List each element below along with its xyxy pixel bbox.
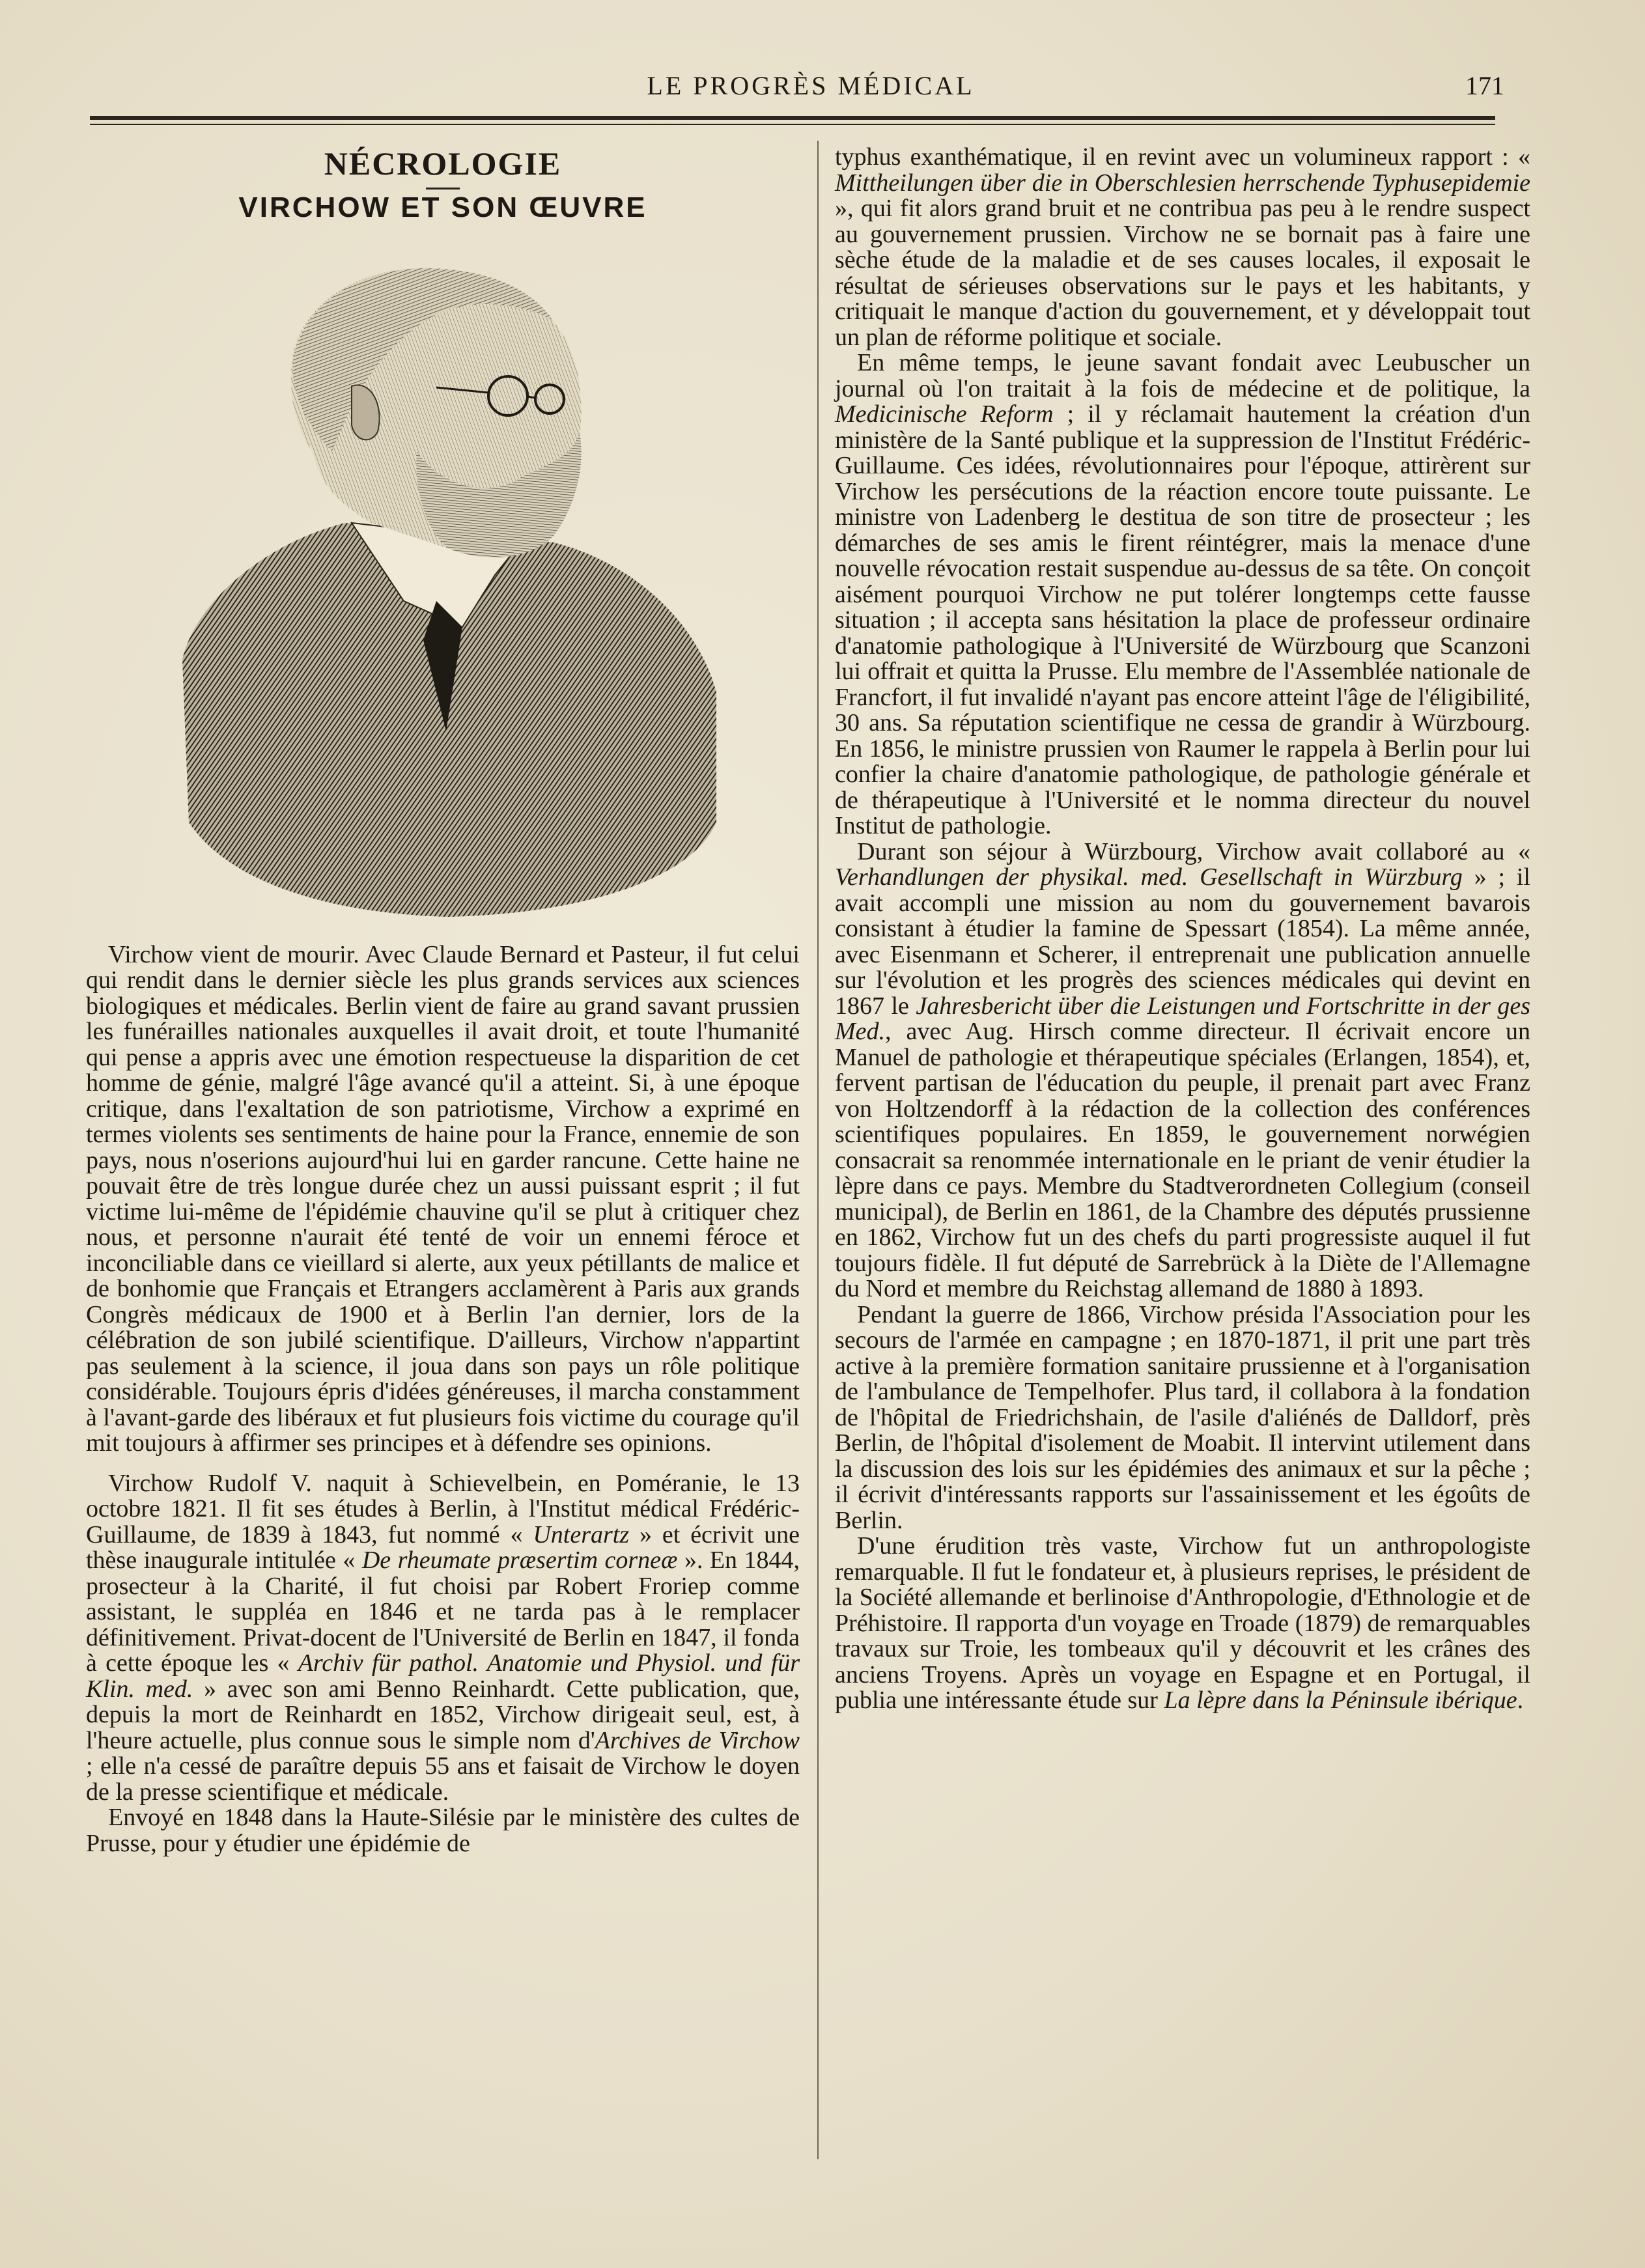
italic-title-text: Unterartz xyxy=(533,1520,630,1548)
italic-title-text: Mittheilungen über die in Oberschlesien herrschende Typhusepidemie xyxy=(835,169,1530,197)
portrait-icon xyxy=(156,236,729,920)
body-text: » et écrivit une thèse inaugurale intitulée « xyxy=(86,1520,800,1574)
body-text: , avec Aug. Hirsch comme directeur. Il écrivait encore un Manuel de pathologie et thérapeutique spéciales (Erlangen, 1854), et, fervent partisan de l'éducation du peuple, il prenait part avec Franz von Holtzendorff à la rédaction de la collection des conférences scientifiques populaires. En 1859, le gouvernement norwégien consacrait sa renommée internationale en le priant de venir étudier la lèpre dans ce pays. Membre du Stadtverordneten Collegium (conseil municipal), de Berlin en 1861, de la Chambre des députés prussienne en 1862, Virchow fut un des chefs du parti progressiste auquel il fut toujours fidèle. Il fut député de Sarrebrück à la Diète de l'Allemagne du Nord et membre du Reichstag allemand de 1880 à 1893. xyxy=(835,1018,1530,1302)
paragraph-anthropology xyxy=(835,1533,1530,1714)
paragraph-biography xyxy=(86,1471,800,1806)
body-text: Virchow Rudolf V. naquit à Schievelbein, en Poméranie, le 13 octobre 1821. Il fit ses études à Berlin, à l'Institut médical Frédéric-Guillaume, de 1839 à 1843, fut nommé « xyxy=(86,1469,800,1548)
column-divider xyxy=(817,141,819,2159)
body-text: ». En 1844, prosecteur à la Charité, il fut choisi par Robert Froriep comme assistant, le suppléa en 1846 et ne tarda pas à le remplacer définitivement. Privat-docent de l'Université de Berlin en 1847, il fonda à cette époque les « xyxy=(86,1547,800,1677)
body-text: ; il y réclamait hautement la création d'un ministère de la Santé publique et la suppression de l'Institut Frédéric-Guillaume. Ces idées, révolutionnaires pour l'époque, attirèrent sur Virchow les persécutions de la réaction encore toute puissante. Le ministre von Ladenberg le destitua de son titre de prosecteur ; les démarches de ses amis le firent réintégrer, mais la menace d'une nouvelle révocation restait suspendue au-dessus de sa tête. On conçoit aisément pourquoi Virchow ne put tolérer longtemps cette fausse situation ; il accepta sans hésitation la place de professeur ordinaire d'anatomie pathologique à l'Université de Würzbourg que Scanzoni lui offrait et quitta la Prusse. Elu membre de l'Assemblée nationale de Francfort, il fut invalidé n'ayant pas encore atteint l'âge de l'éligibilité, 30 ans. Sa réputation scientifique ne cessa de grandir à Würzbourg. En 1856, le ministre prussien von Raumer le rappela à Berlin pour lui confier la chaire d'anatomie pathologique, de pathologie générale et de thérapeutique à l'Université et le nomma directeur du nouvel Institut de pathologie. xyxy=(835,400,1530,839)
body-text: . xyxy=(1517,1687,1524,1714)
body-text: typhus exanthématique, il en revint avec un volumineux rapport : « xyxy=(835,143,1530,171)
italic-title-text: De rheumate præsertim corneæ xyxy=(361,1547,678,1574)
header-rule-thick xyxy=(90,116,1495,120)
italic-title-text: Medicinische Reform xyxy=(835,400,1054,428)
title-dash xyxy=(426,188,460,189)
italic-title-text: Archives de Virchow xyxy=(595,1726,800,1754)
body-text: ; elle n'a cessé de paraître depuis 55 ans et faisait de Virchow le doyen de la presse scientifique et médicale. xyxy=(86,1752,800,1806)
body-text: » ; il avait accompli une mission au nom du gouvernement bavarois consistant à étudier la famine de Spessart (1854). La même année, avec Eisenmann et Scherer, il entreprenait une publication annuelle sur l'évolution et les progrès des sciences médicales qui devint en 1867 le xyxy=(835,863,1530,1020)
article-title: VIRCHOW ET SON ŒUVRE xyxy=(238,191,647,223)
italic-title-text: Archiv für pathol. Anatomie und Physiol. und für Klin. med. xyxy=(86,1649,800,1703)
body-text: En même temps, le jeune savant fondait avec Leubuscher un journal où l'on traitait à la fois de médecine et de politique, la xyxy=(835,349,1530,402)
right-column xyxy=(835,145,1530,1714)
header-rule-thin xyxy=(90,124,1495,125)
running-head xyxy=(91,70,1530,109)
paragraph-reform xyxy=(835,350,1530,839)
page-number: 171 xyxy=(1465,71,1504,100)
body-text: », qui fit alors grand bruit et ne contribua pas peu à le rendre suspect au gouvernement prussien. Virchow ne se bornait pas à faire une sèche étude de la maladie et de ses causes locales, il exposait le résultat de sérieuses observations sur le pays et les habitants, y critiquait le manque d'action du gouvernement, et y développait tout un plan de réforme politique et sociale. xyxy=(835,195,1530,351)
italic-title-text: Verhandlungen der physikal. med. Gesellschaft in Würzburg xyxy=(835,863,1463,891)
italic-title-text: La lèpre dans la Péninsule ibérique xyxy=(1164,1687,1517,1714)
left-column xyxy=(86,145,800,1856)
body-text: D'une érudition très vaste, Virchow fut un anthropologiste remarquable. Il fut le fondateur et, à plusieurs reprises, le président de la Société allemande et berlinoise d'Anthropologie, d'Ethnologie et de Préhistoire. Il rapporta d'un voyage en Troade (1879) de remarquables travaux sur Troie, les tombeaux qu'il y découvrit et les crânes des anciens Troyens. Après un voyage en Espagne et en Portugal, il publia une intéressante étude sur xyxy=(835,1532,1530,1714)
portrait-head xyxy=(291,268,582,557)
italic-title-text: Jahresbericht über die Leistungen und Fortschritte in der ges Med. xyxy=(835,992,1530,1045)
paragraph-intro: Virchow vient de mourir. Avec Claude Bernard et Pasteur, il fut celui qui rendit dans le dernier siècle les plus grands services aux sciences biologiques et médicales. Berlin vient de faire au grand savant prussien les funérailles nationales auxquelles il avait droit, et toute l'humanité qui pense a appris avec une émotion respectueuse la disparition de cet homme de génie, malgré l'âge avancé qu'il a atteint. Si, à une époque critique, dans l'exaltation de son patriotisme, Virchow a exprimé en termes violents ses sentiments de haine pour la France, ennemie de son pays, nous n'oserions aujourd'hui lui en garder rancune. Cette haine ne pouvait être de très longue durée chez un aussi puissant esprit ; il fut victime lui-même de l'épidémie chauvine qu'il se plut à critiquer chez nous, et personne n'aurait été tenté de voir un ennemi féroce et inconciliable dans ce vieillard si alerte, aux yeux pétillants de malice et de bonhomie que Français et Etrangers acclamèrent à Paris aux grands Congrès médicaux de 1900 et à Berlin l'an dernier, lors de la célébration de son jubilé scientifique. D'ailleurs, Virchow n'appartint pas seulement à la science, il joua dans son pays un rôle politique considérable. Toujours épris d'idées généreuses, il marcha constamment à l'avant-garde des libéraux et fut plusieurs fois victime du courage qu'il mit toujours à affirmer ses principes et à défendre ses opinions. xyxy=(86,940,800,1457)
paragraph-war: Pendant la guerre de 1866, Virchow présida l'Association pour les secours de l'armée en campagne ; en 1870-1871, il prit une part très active à la première formation sanitaire prussienne et à l'organisation de l'ambulance de Tempelhofer. Plus tard, il collabora à la fondation de l'hôpital de Friedrichshain, de l'asile d'aliénés de Dalldorf, près Berlin, de l'hôpital d'isolement de Moabit. Il intervint utilement dans la discussion des lois sur les épidémies des animaux et sur la pêche ; il écrivit d'intéressants rapports sur l'assainissement et les égoûts de Berlin. xyxy=(835,1300,1530,1534)
body-text: Durant son séjour à Würzbourg, Virchow avait collaboré au « xyxy=(857,837,1530,865)
paragraph-wurzbourg xyxy=(835,839,1530,1302)
paragraph-silesia: Envoyé en 1848 dans la Haute-Silésie par le ministère des cultes de Prusse, pour y étudier une épidémie de xyxy=(86,1804,800,1857)
paragraph-typhus xyxy=(835,145,1530,350)
body-text: » avec son ami Benno Reinhardt. Cette publication, que, depuis la mort de Reinhardt en 1852, Virchow dirigeait seul, est, à l'heure actuelle, plus connue sous le simple nom d' xyxy=(86,1675,800,1754)
section-title: NÉCROLOGIE xyxy=(324,145,562,182)
journal-title: LE PROGRÈS MÉDICAL xyxy=(647,71,975,100)
